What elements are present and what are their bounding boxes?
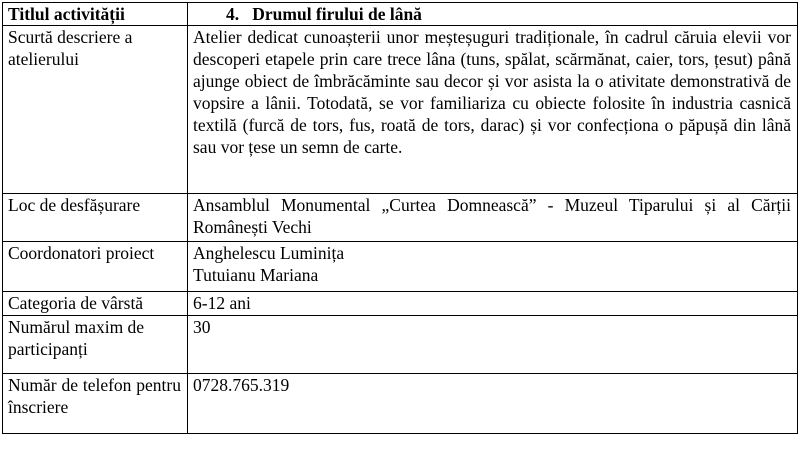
location-label: Loc de desfășurare	[8, 195, 141, 215]
header-label: Titlul activității	[8, 4, 125, 24]
coordinators-label: Coordonatori proiect	[8, 243, 155, 263]
description-label-cell	[3, 26, 188, 194]
activity-title: Drumul firului de lână	[252, 4, 422, 24]
coordinators-value-cell	[188, 242, 798, 292]
activity-table	[2, 2, 798, 434]
location-text: Ansamblul Monumental „Curtea Domnească” - Muzeul Tiparului și al Cărții Românești Vechi	[193, 195, 791, 237]
participants-label-cell	[3, 316, 188, 374]
age-label-cell	[3, 292, 188, 316]
age-row	[3, 292, 798, 316]
phone-value: 0728.765.319	[193, 375, 290, 395]
phone-label-cell	[3, 374, 188, 434]
location-label-cell	[3, 194, 188, 242]
description-text: Atelier dedicat cunoașterii unor meșteșuguri tradiționale, în cadrul căruia elevii vor descoperi etapele prin care trece lâna (tuns, spălat, scărmănat, caier, tors, țesut) până ajunge obiect de îmbrăcăminte sau decor și vor asista la o ativitate demonstrativă de vopsire a lânii. Totodată, se vor familiariza cu obiecte folosite în industria casnică textilă (furcă de tors, fus, roată de tors, darac) și vor confecționa o păpușă din lână sau vor țese un semn de carte.	[193, 27, 791, 157]
phone-row	[3, 374, 798, 434]
description-value-cell	[188, 26, 798, 194]
participants-value: 30	[193, 317, 211, 337]
participants-label: Numărul maxim de participanți	[8, 317, 145, 359]
coordinators-row	[3, 242, 798, 292]
location-row	[3, 194, 798, 242]
activity-number: 4.	[226, 4, 240, 24]
phone-value-cell	[188, 374, 798, 434]
participants-row	[3, 316, 798, 374]
header-title-cell	[188, 3, 798, 26]
phone-label: Număr de telefon pentru înscriere	[8, 375, 181, 417]
description-label: Scurtă descriere a atelierului	[8, 27, 133, 69]
coordinator-name: Anghelescu Luminița	[193, 243, 345, 263]
coordinator-name: Tutuianu Mariana	[193, 265, 319, 285]
age-label: Categoria de vârstă	[8, 293, 144, 313]
description-row	[3, 26, 798, 194]
header-row	[3, 3, 798, 26]
age-value: 6-12 ani	[193, 293, 251, 313]
participants-value-cell	[188, 316, 798, 374]
coordinators-label-cell	[3, 242, 188, 292]
age-value-cell	[188, 292, 798, 316]
location-value-cell	[188, 194, 798, 242]
header-label-cell	[3, 3, 188, 26]
